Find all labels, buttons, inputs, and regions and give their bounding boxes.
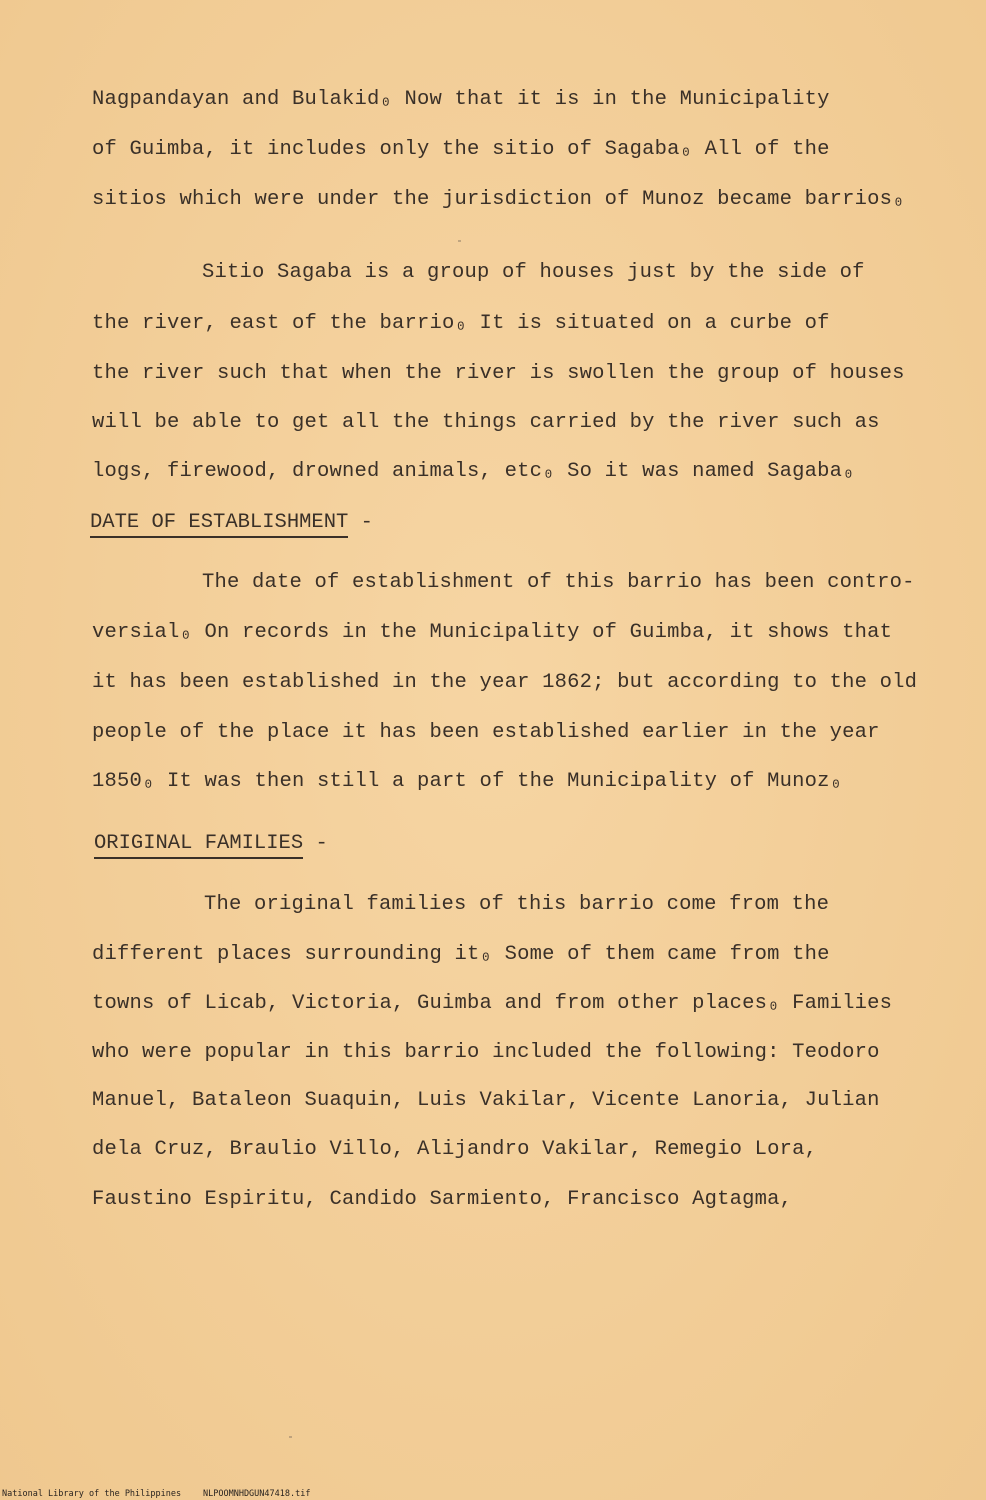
text-line: towns of Licab, Victoria, Guimba and from other places₀ Families bbox=[92, 992, 893, 1015]
text-line: of Guimba, it includes only the sitio of Sagaba₀ All of the bbox=[92, 138, 830, 161]
text-line: who were popular in this barrio included the following: Teodoro bbox=[92, 1041, 880, 1064]
text-line: 1850₀ It was then still a part of the Municipality of Munoz₀ bbox=[92, 770, 843, 793]
text-line: will be able to get all the things carried by the river such as bbox=[92, 411, 880, 434]
text-line: it has been established in the year 1862; but according to the old bbox=[92, 671, 918, 694]
text-line: different places surrounding it₀ Some of them came from the bbox=[92, 943, 830, 966]
text-line: people of the place it has been established earlier in the year bbox=[92, 721, 880, 744]
text-line: Nagpandayan and Bulakid₀ Now that it is in the Municipality bbox=[92, 88, 830, 111]
text-line: The date of establishment of this barrio has been contro- bbox=[202, 571, 915, 594]
text-line: the river such that when the river is swollen the group of houses bbox=[92, 362, 905, 385]
scan-footer-file bbox=[203, 1489, 310, 1499]
scan-footer bbox=[2, 1489, 181, 1499]
text-line: logs, firewood, drowned animals, etc₀ So it was named Sagaba₀ bbox=[92, 460, 855, 483]
section-heading-families bbox=[94, 832, 328, 856]
heading-dash: - bbox=[303, 832, 328, 855]
text-line: the river, east of the barrio₀ It is situated on a curbe of bbox=[92, 312, 830, 335]
text-line: Sitio Sagaba is a group of houses just by the side of bbox=[202, 261, 865, 284]
footer-filename: NLPOOMNHDGUN47418.tif bbox=[203, 1489, 311, 1499]
paper-speck bbox=[289, 1436, 292, 1438]
text-line: Manuel, Bataleon Suaquin, Luis Vakilar, Vicente Lanoria, Julian bbox=[92, 1089, 880, 1112]
text-line: The original families of this barrio come from the bbox=[204, 893, 830, 916]
section-heading-date bbox=[90, 511, 373, 535]
text-line: sitios which were under the jurisdiction of Munoz became barrios₀ bbox=[92, 188, 905, 211]
heading-dash: - bbox=[348, 511, 373, 534]
text-line: Faustino Espiritu, Candido Sarmiento, Francisco Agtagma, bbox=[92, 1188, 793, 1211]
text-line: versial₀ On records in the Municipality of Guimba, it shows that bbox=[92, 621, 893, 644]
heading-text: DATE OF ESTABLISHMENT bbox=[90, 511, 348, 538]
paper-speck bbox=[458, 240, 461, 242]
text-line: dela Cruz, Braulio Villo, Alijandro Vakilar, Remegio Lora, bbox=[92, 1138, 818, 1161]
heading-text: ORIGINAL FAMILIES bbox=[94, 832, 303, 859]
footer-library: National Library of the Philippines bbox=[2, 1489, 182, 1499]
